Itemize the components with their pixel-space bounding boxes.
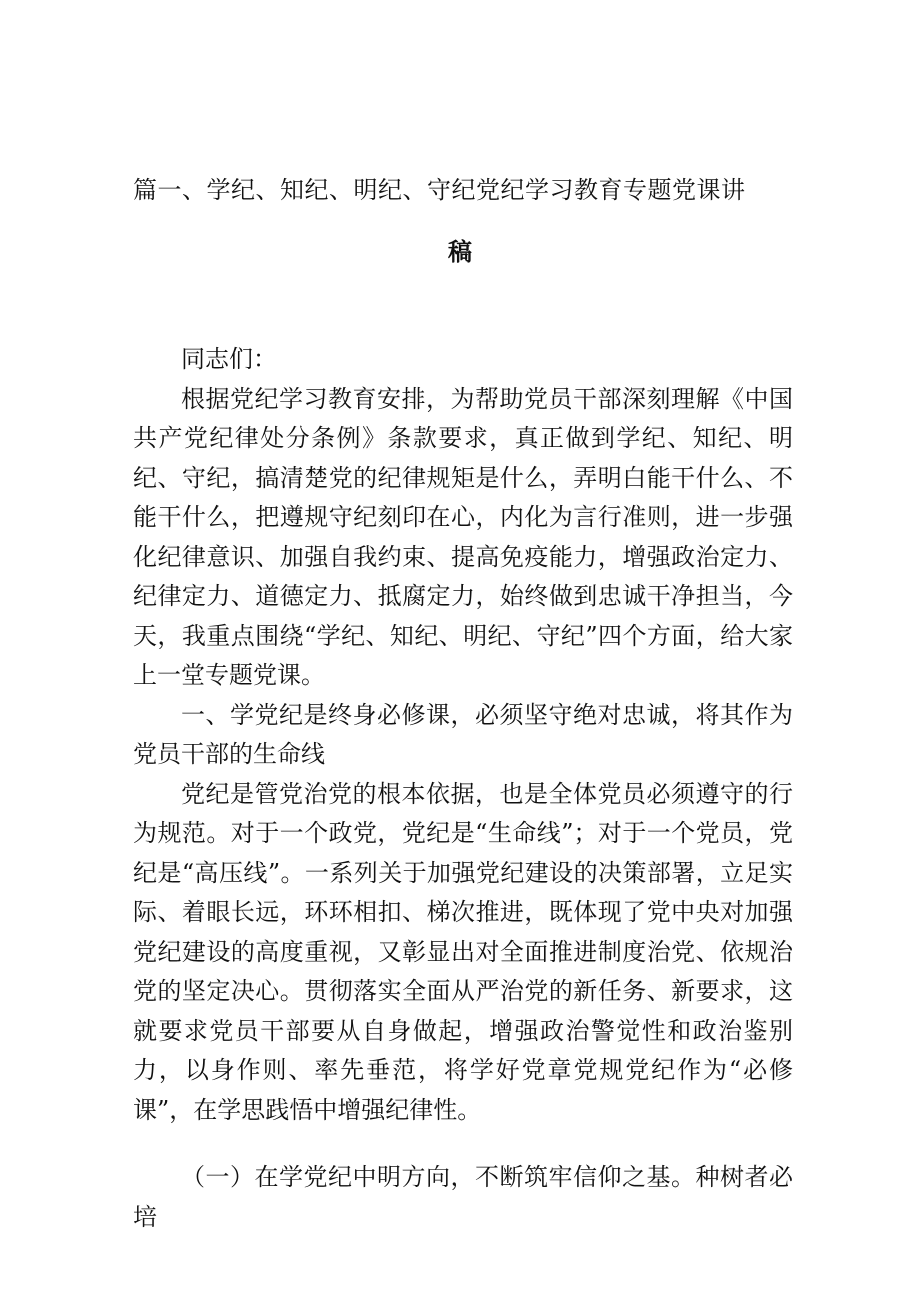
document-body: [133, 340, 793, 1237]
paragraph: 根据党纪学习教育安排，为帮助党员干部深刻理解《中国共产党纪律处分条例》条款要求，真正做到学纪、知纪、明纪、守纪，搞清楚党的纪律规矩是什么，弄明白能干什么、不能干什么，把遵规守纪刻印在心，内化为言行准则，进一步强化纪律意识、加强自我约束、提高免疫能力，增强政治定力、纪律定力、道德定力、抵腐定力，始终做到忠诚干净担当，今天，我重点围绕“学纪、知纪、明纪、守纪”四个方面，给大家上一堂专题党课。: [133, 384, 793, 689]
greeting: 同志们：: [181, 345, 277, 373]
paragraph: 党纪是管党治党的根本依据，也是全体党员必须遵守的行为规范。对于一个政党，党纪是“生命线”；对于一个党员，党纪是“高压线”。一系列关于加强党纪建设的决策部署，立足实际、着眼长远，环环相扣、梯次推进，既体现了党中央对加强党纪建设的高度重视，又彰显出对全面推进制度治党、依规治党的坚定决心。贯彻落实全面从严治党的新任务、新要求，这就要求党员干部要从自身做起，增强政治警觉性和政治鉴别力，以身作则、率先垂范，将学好党章党规党纪作为“必修课”，在学思践悟中增强纪律性。: [133, 779, 793, 1124]
subsection-heading: （一）在学党纪中明方向，不断筑牢信仰之基。种树者必培: [133, 1163, 793, 1231]
document-title-continued: 稿: [448, 237, 472, 266]
section-heading: 一、学党纪是终身必修课，必须坚守绝对忠诚，将其作为党员干部的生命线: [133, 700, 793, 768]
document-title: 篇一、学纪、知纪、明纪、守纪党纪学习教育专题党课讲: [133, 176, 746, 204]
